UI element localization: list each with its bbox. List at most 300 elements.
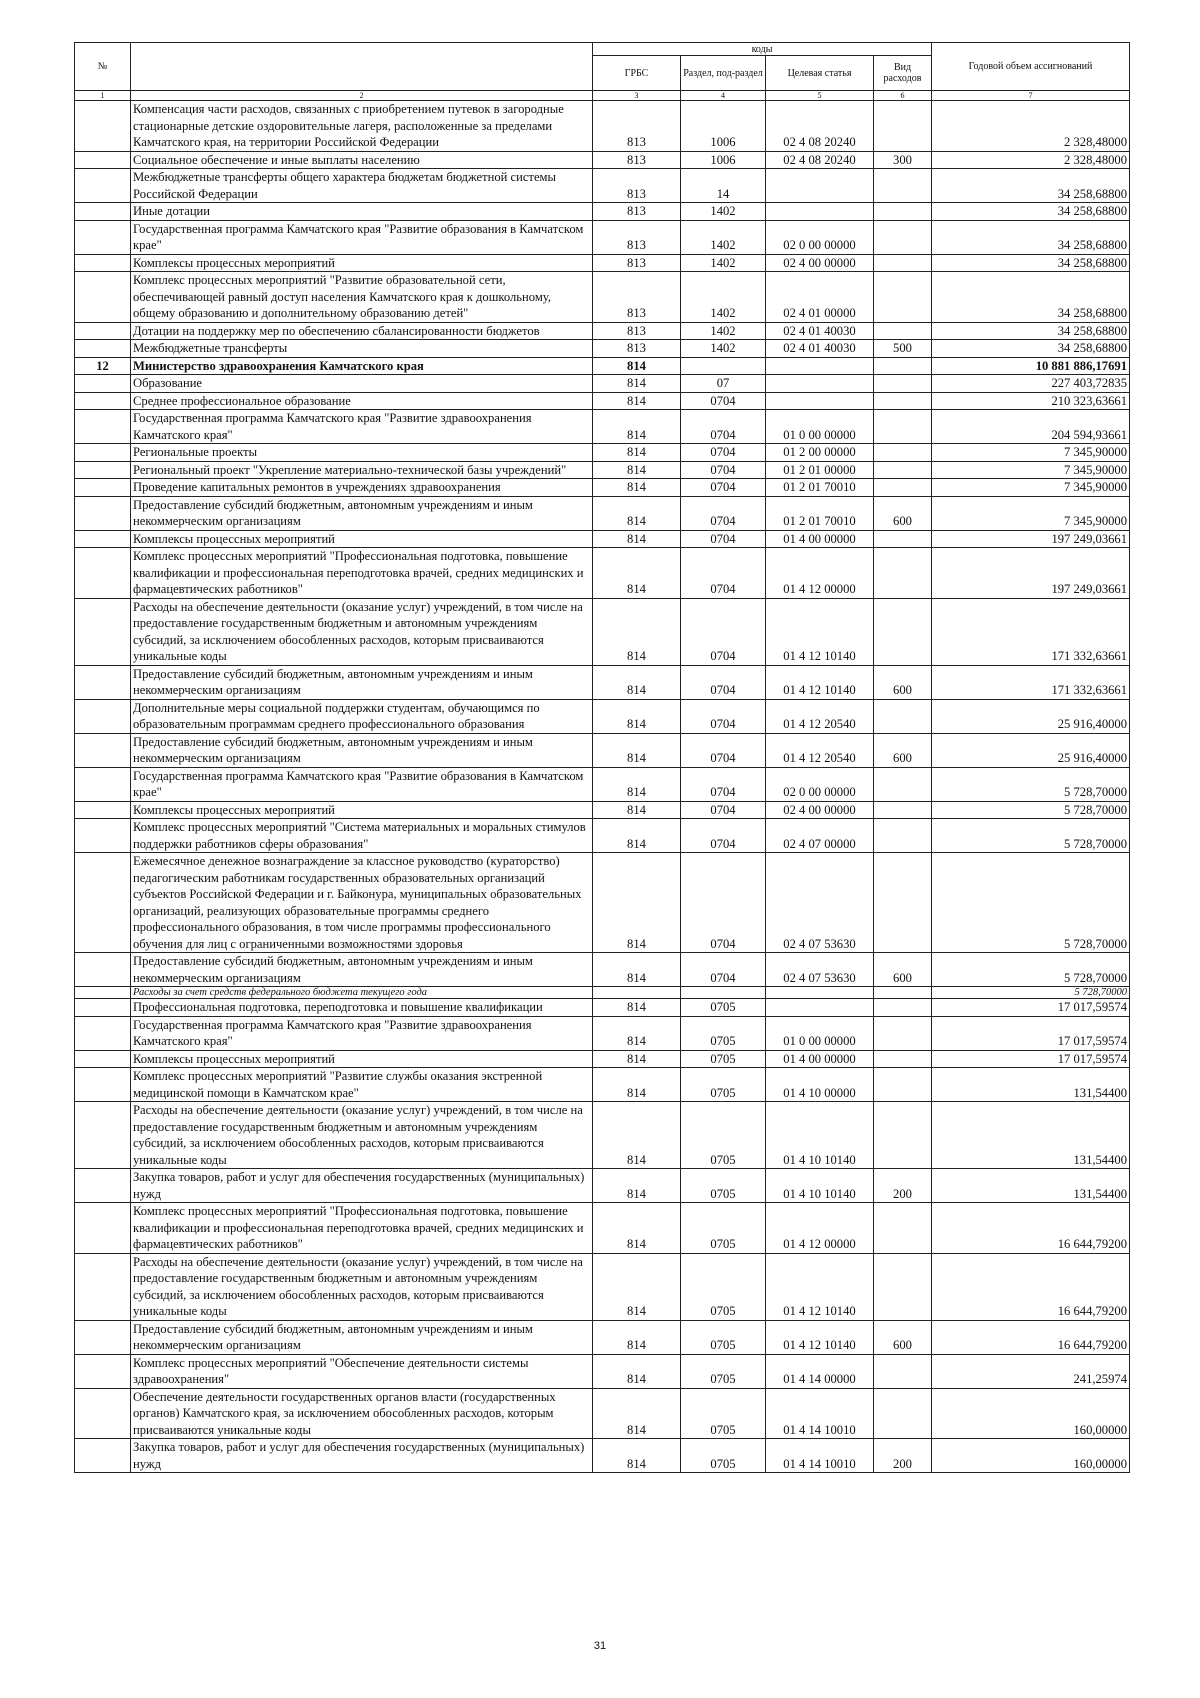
row-expense-type: 300 [874,151,932,169]
header-target-article: Целевая статья [766,56,874,91]
row-annual-amount: 197 249,03661 [932,548,1130,599]
row-target-article: 01 4 00 00000 [766,530,874,548]
row-annual-amount: 5 728,70000 [932,801,1130,819]
table-row [75,203,1130,221]
table-row [75,220,1130,254]
row-section: 1402 [681,220,766,254]
table-row [75,1068,1130,1102]
column-number-cell: 7 [932,91,1130,101]
table-row [75,999,1130,1017]
table-row [75,767,1130,801]
row-number [75,733,131,767]
table-row [75,392,1130,410]
row-section: 0704 [681,767,766,801]
row-number [75,987,131,999]
row-grbs: 814 [593,853,681,953]
row-number [75,767,131,801]
row-target-article: 02 4 01 40030 [766,340,874,358]
row-annual-amount: 16 644,79200 [932,1253,1130,1320]
row-expense-type [874,254,932,272]
row-expense-type [874,1388,932,1439]
row-number [75,853,131,953]
header-section: Раздел, под-раздел [681,56,766,91]
table-row [75,1102,1130,1169]
row-expense-type [874,101,932,152]
table-row [75,1354,1130,1388]
header-name [131,43,593,91]
row-target-article: 02 4 01 00000 [766,272,874,323]
row-grbs: 814 [593,1016,681,1050]
row-section: 0705 [681,1203,766,1254]
row-annual-amount: 10 881 886,17691 [932,357,1130,375]
row-annual-amount: 227 403,72835 [932,375,1130,393]
row-expense-type [874,357,932,375]
row-grbs: 814 [593,461,681,479]
row-section: 0705 [681,1253,766,1320]
row-expense-type [874,169,932,203]
table-row [75,1320,1130,1354]
row-annual-amount: 16 644,79200 [932,1203,1130,1254]
row-number [75,1169,131,1203]
row-grbs: 814 [593,819,681,853]
table-row [75,444,1130,462]
row-target-article [766,203,874,221]
row-grbs: 814 [593,953,681,987]
row-expense-type: 200 [874,1169,932,1203]
row-target-article: 02 4 01 40030 [766,322,874,340]
row-annual-amount: 171 332,63661 [932,665,1130,699]
row-name: Закупка товаров, работ и услуг для обеспечения государственных (муниципальных) нужд [131,1169,593,1203]
row-annual-amount: 34 258,68800 [932,322,1130,340]
row-grbs: 813 [593,272,681,323]
row-name: Обеспечение деятельности государственных органов власти (государственных органов) Камчатского края, за исключением обособленных расходов, которым присваиваются уникальные коды [131,1388,593,1439]
row-target-article: 01 2 01 00000 [766,461,874,479]
row-name: Социальное обеспечение и иные выплаты населению [131,151,593,169]
row-target-article: 02 0 00 00000 [766,767,874,801]
row-section: 0704 [681,665,766,699]
row-name: Государственная программа Камчатского края "Развитие образования в Камчатском крае" [131,220,593,254]
row-number [75,1253,131,1320]
row-grbs: 814 [593,496,681,530]
row-annual-amount: 131,54400 [932,1102,1130,1169]
row-expense-type [874,853,932,953]
row-section: 07 [681,375,766,393]
row-annual-amount: 160,00000 [932,1388,1130,1439]
row-expense-type [874,444,932,462]
row-number [75,272,131,323]
row-annual-amount: 5 728,70000 [932,767,1130,801]
row-expense-type [874,375,932,393]
row-grbs: 814 [593,1169,681,1203]
row-name: Расходы на обеспечение деятельности (оказание услуг) учреждений, в том числе на предоставление государственным бюджетным и автономным учреждениям субсидий, за исключением обособленных расходов, которым присваиваются уникальные коды [131,1102,593,1169]
row-target-article: 02 4 07 00000 [766,819,874,853]
row-expense-type [874,461,932,479]
row-name: Предоставление субсидий бюджетным, автономным учреждениям и иным некоммерческим организациям [131,496,593,530]
row-name: Комплексы процессных мероприятий [131,801,593,819]
row-section: 1402 [681,322,766,340]
row-name: Комплексы процессных мероприятий [131,254,593,272]
row-annual-amount: 131,54400 [932,1068,1130,1102]
row-number [75,220,131,254]
row-number [75,340,131,358]
row-section: 0705 [681,1354,766,1388]
row-section: 0704 [681,410,766,444]
row-expense-type [874,987,932,999]
row-section: 14 [681,169,766,203]
row-target-article [766,987,874,999]
row-section: 0704 [681,479,766,497]
row-target-article: 01 4 12 00000 [766,548,874,599]
row-section: 0705 [681,1169,766,1203]
row-expense-type [874,548,932,599]
row-number [75,410,131,444]
row-grbs: 813 [593,340,681,358]
column-number-cell: 3 [593,91,681,101]
row-grbs: 814 [593,1253,681,1320]
row-name: Комплекс процессных мероприятий "Профессиональная подготовка, повышение квалификации и профессиональная переподготовка врачей, средних медицинских и фармацевтических работников" [131,1203,593,1254]
row-number [75,169,131,203]
table-row [75,699,1130,733]
row-number [75,479,131,497]
row-grbs: 814 [593,1203,681,1254]
row-expense-type [874,1068,932,1102]
row-annual-amount: 17 017,59574 [932,999,1130,1017]
row-target-article: 01 0 00 00000 [766,410,874,444]
table-row [75,479,1130,497]
row-annual-amount: 34 258,68800 [932,220,1130,254]
row-annual-amount: 7 345,90000 [932,444,1130,462]
row-section: 1402 [681,340,766,358]
row-annual-amount: 2 328,48000 [932,151,1130,169]
row-section: 0704 [681,461,766,479]
row-target-article [766,999,874,1017]
row-section: 0704 [681,548,766,599]
row-annual-amount: 160,00000 [932,1439,1130,1473]
row-target-article: 01 4 14 10010 [766,1439,874,1473]
table-row [75,340,1130,358]
row-expense-type [874,410,932,444]
header-grbs: ГРБС [593,56,681,91]
row-annual-amount: 7 345,90000 [932,479,1130,497]
row-number [75,1016,131,1050]
row-name: Комплекс процессных мероприятий "Развитие службы оказания экстренной медицинской помощи в Камчатском крае" [131,1068,593,1102]
table-row [75,322,1130,340]
row-number [75,392,131,410]
row-expense-type: 500 [874,340,932,358]
row-grbs: 814 [593,375,681,393]
row-grbs: 813 [593,151,681,169]
row-grbs: 813 [593,203,681,221]
row-expense-type [874,1203,932,1254]
row-name: Среднее профессиональное образование [131,392,593,410]
row-section: 0704 [681,530,766,548]
row-target-article: 01 4 12 10140 [766,1253,874,1320]
row-name: Комплекс процессных мероприятий "Система материальных и моральных стимулов поддержки работников сферы образования" [131,819,593,853]
row-number [75,322,131,340]
row-name: Расходы на обеспечение деятельности (оказание услуг) учреждений, в том числе на предоставление государственным бюджетным и автономным учреждениям субсидий, за исключением обособленных расходов, которым присваиваются уникальные коды [131,598,593,665]
row-name: Предоставление субсидий бюджетным, автономным учреждениям и иным некоммерческим организациям [131,665,593,699]
table-row [75,375,1130,393]
row-grbs: 814 [593,801,681,819]
row-annual-amount: 204 594,93661 [932,410,1130,444]
page-number: 31 [593,1640,607,1652]
row-name: Ежемесячное денежное вознаграждение за классное руководство (кураторство) педагогическим работникам государственных образовательных организаций субъектов Российской Федерации и г. Байконура, муниципальных образовательных организаций, реализующих образовательные программы среднего профессионального образования, в том числе программы профессионального обучения для лиц с ограниченными возможностями здоровья [131,853,593,953]
table-row [75,548,1130,599]
row-expense-type: 600 [874,496,932,530]
row-number [75,375,131,393]
header-num: № [75,43,131,91]
row-annual-amount: 34 258,68800 [932,272,1130,323]
row-name: Иные дотации [131,203,593,221]
row-annual-amount: 197 249,03661 [932,530,1130,548]
row-grbs: 814 [593,1439,681,1473]
table-row [75,1203,1130,1254]
column-number-cell: 2 [131,91,593,101]
row-expense-type [874,767,932,801]
row-name: Расходы на обеспечение деятельности (оказание услуг) учреждений, в том числе на предоставление государственным бюджетным и автономным учреждениям субсидий, за исключением обособленных расходов, которым присваиваются уникальные коды [131,1253,593,1320]
row-name: Региональные проекты [131,444,593,462]
header-codes: коды [593,43,932,56]
row-expense-type [874,392,932,410]
row-target-article [766,375,874,393]
row-expense-type [874,203,932,221]
row-expense-type [874,819,932,853]
row-name: Проведение капитальных ремонтов в учреждениях здравоохранения [131,479,593,497]
row-grbs: 813 [593,322,681,340]
row-target-article: 01 2 01 70010 [766,479,874,497]
row-target-article: 02 4 07 53630 [766,853,874,953]
row-annual-amount: 34 258,68800 [932,203,1130,221]
row-target-article: 01 4 14 00000 [766,1354,874,1388]
row-annual-amount: 131,54400 [932,1169,1130,1203]
row-number [75,101,131,152]
row-section: 0705 [681,1102,766,1169]
row-target-article: 01 4 00 00000 [766,1050,874,1068]
row-target-article: 01 2 00 00000 [766,444,874,462]
table-row [75,853,1130,953]
row-name: Комплекс процессных мероприятий "Профессиональная подготовка, повышение квалификации и профессиональная переподготовка врачей, средних медицинских и фармацевтических работников" [131,548,593,599]
row-grbs: 814 [593,1354,681,1388]
row-section: 0704 [681,733,766,767]
row-number [75,496,131,530]
row-name: Региональный проект "Укрепление материально-технической базы учреждений" [131,461,593,479]
row-annual-amount: 34 258,68800 [932,340,1130,358]
row-expense-type [874,699,932,733]
row-target-article: 01 4 12 00000 [766,1203,874,1254]
row-section: 0704 [681,953,766,987]
row-name: Комплекс процессных мероприятий "Обеспечение деятельности системы здравоохранения" [131,1354,593,1388]
row-name: Межбюджетные трансферты [131,340,593,358]
row-annual-amount: 17 017,59574 [932,1016,1130,1050]
row-expense-type [874,479,932,497]
row-name: Закупка товаров, работ и услуг для обеспечения государственных (муниципальных) нужд [131,1439,593,1473]
row-target-article: 01 4 10 10140 [766,1169,874,1203]
row-grbs: 814 [593,1068,681,1102]
row-expense-type [874,272,932,323]
row-name: Государственная программа Камчатского края "Развитие образования в Камчатском крае" [131,767,593,801]
row-grbs: 814 [593,699,681,733]
row-section [681,357,766,375]
row-annual-amount: 241,25974 [932,1354,1130,1388]
row-number [75,444,131,462]
row-number [75,1439,131,1473]
row-expense-type [874,322,932,340]
column-number-cell: 5 [766,91,874,101]
row-annual-amount: 7 345,90000 [932,496,1130,530]
row-section [681,987,766,999]
row-annual-amount: 17 017,59574 [932,1050,1130,1068]
row-annual-amount: 25 916,40000 [932,699,1130,733]
table-body [75,101,1130,1473]
row-section: 1006 [681,101,766,152]
row-name: Комплексы процессных мероприятий [131,1050,593,1068]
column-number-cell: 6 [874,91,932,101]
row-grbs: 814 [593,444,681,462]
row-number [75,1203,131,1254]
row-expense-type [874,598,932,665]
row-section: 0704 [681,699,766,733]
row-name: Компенсация части расходов, связанных с приобретением путевок в загородные стационарные детские оздоровительные лагеря, расположенные за пределами Камчатского края, на территории Российской Федерации [131,101,593,152]
row-annual-amount: 25 916,40000 [932,733,1130,767]
row-name: Межбюджетные трансферты общего характера бюджетам бюджетной системы Российской Федерации [131,169,593,203]
row-grbs: 813 [593,220,681,254]
row-expense-type [874,801,932,819]
row-grbs: 814 [593,392,681,410]
row-target-article: 01 4 10 00000 [766,1068,874,1102]
row-grbs: 814 [593,479,681,497]
row-name: Государственная программа Камчатского края "Развитие здравоохранения Камчатского края" [131,1016,593,1050]
row-grbs [593,987,681,999]
row-name: Образование [131,375,593,393]
table-row [75,530,1130,548]
row-name: Министерство здравоохранения Камчатского края [131,357,593,375]
row-grbs: 814 [593,1102,681,1169]
table-row [75,1050,1130,1068]
row-annual-amount: 16 644,79200 [932,1320,1130,1354]
row-number [75,254,131,272]
row-annual-amount: 2 328,48000 [932,101,1130,152]
header-expense-type: Вид расходов [874,56,932,91]
row-number [75,665,131,699]
row-number: 12 [75,357,131,375]
row-expense-type [874,999,932,1017]
row-target-article [766,357,874,375]
row-section: 0705 [681,1320,766,1354]
row-section: 0705 [681,999,766,1017]
table-row [75,1016,1130,1050]
row-annual-amount: 34 258,68800 [932,254,1130,272]
row-number [75,461,131,479]
row-annual-amount: 210 323,63661 [932,392,1130,410]
row-section: 0704 [681,444,766,462]
row-grbs: 814 [593,1050,681,1068]
row-expense-type [874,220,932,254]
row-expense-type: 600 [874,953,932,987]
budget-table [74,42,1130,1473]
row-grbs: 814 [593,767,681,801]
row-section: 1402 [681,203,766,221]
row-section: 0704 [681,598,766,665]
row-grbs: 814 [593,357,681,375]
row-number [75,1354,131,1388]
column-numbers-row [75,91,1130,101]
row-name: Расходы за счет средств федерального бюджета текущего года [131,987,593,999]
table-row [75,151,1130,169]
table-row [75,1169,1130,1203]
row-target-article: 01 4 12 20540 [766,733,874,767]
row-grbs: 813 [593,254,681,272]
table-header [75,43,1130,101]
row-name: Предоставление субсидий бюджетным, автономным учреждениям и иным некоммерческим организациям [131,953,593,987]
row-target-article: 02 4 08 20240 [766,151,874,169]
row-target-article: 01 0 00 00000 [766,1016,874,1050]
row-grbs: 814 [593,999,681,1017]
row-grbs: 813 [593,101,681,152]
table-row [75,733,1130,767]
row-expense-type [874,1102,932,1169]
row-target-article: 02 4 00 00000 [766,254,874,272]
row-annual-amount: 5 728,70000 [932,819,1130,853]
row-section: 0705 [681,1050,766,1068]
row-section: 0704 [681,853,766,953]
row-section: 0704 [681,392,766,410]
row-target-article: 01 2 01 70010 [766,496,874,530]
row-number [75,1102,131,1169]
row-grbs: 813 [593,169,681,203]
table-row [75,169,1130,203]
row-number [75,530,131,548]
row-grbs: 814 [593,410,681,444]
row-expense-type [874,1253,932,1320]
row-number [75,953,131,987]
row-grbs: 814 [593,1388,681,1439]
table-row [75,461,1130,479]
row-target-article [766,392,874,410]
row-name: Комплексы процессных мероприятий [131,530,593,548]
row-section: 0704 [681,819,766,853]
table-row [75,801,1130,819]
table-row [75,1388,1130,1439]
row-target-article: 02 0 00 00000 [766,220,874,254]
row-target-article: 02 4 00 00000 [766,801,874,819]
column-number-cell: 1 [75,91,131,101]
row-section: 0705 [681,1388,766,1439]
row-grbs: 814 [593,1320,681,1354]
row-number [75,819,131,853]
row-number [75,999,131,1017]
row-name: Предоставление субсидий бюджетным, автономным учреждениям и иным некоммерческим организациям [131,1320,593,1354]
row-target-article [766,169,874,203]
row-number [75,151,131,169]
row-grbs: 814 [593,598,681,665]
row-section: 1402 [681,272,766,323]
row-number [75,1050,131,1068]
row-number [75,1388,131,1439]
row-expense-type [874,1354,932,1388]
row-name: Профессиональная подготовка, переподготовка и повышение квалификации [131,999,593,1017]
table-row [75,987,1130,999]
table-row [75,496,1130,530]
row-section: 0705 [681,1068,766,1102]
row-annual-amount: 171 332,63661 [932,598,1130,665]
row-number [75,203,131,221]
row-number [75,1068,131,1102]
row-section: 1402 [681,254,766,272]
row-target-article: 01 4 12 10140 [766,665,874,699]
row-expense-type [874,1050,932,1068]
row-target-article: 01 4 12 20540 [766,699,874,733]
row-target-article: 02 4 08 20240 [766,101,874,152]
